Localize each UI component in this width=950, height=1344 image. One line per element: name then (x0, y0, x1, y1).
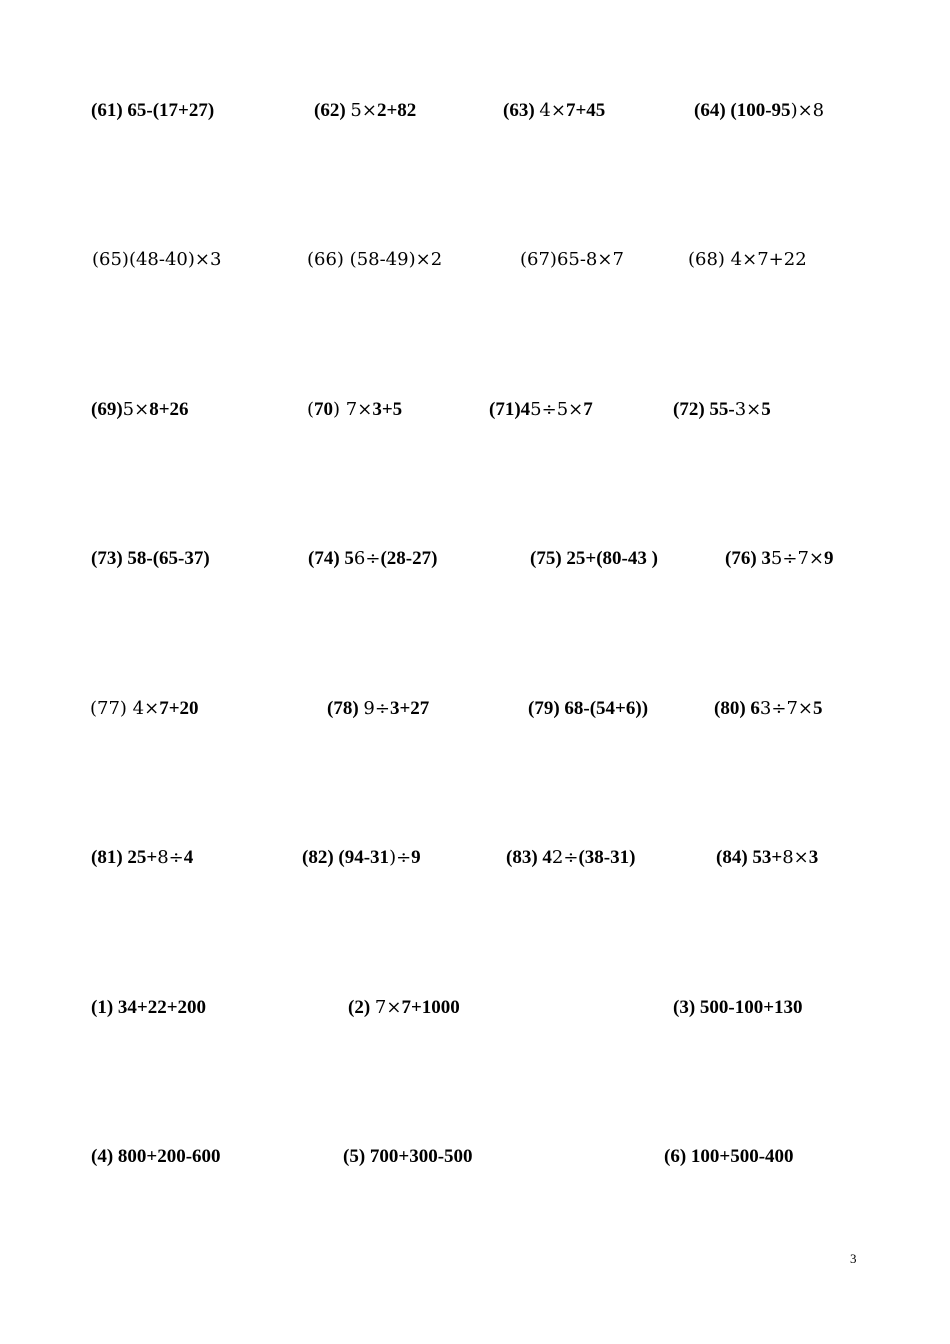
math-problem (308, 547, 437, 571)
math-problem (714, 697, 822, 721)
math-problem (673, 996, 803, 1020)
problem-text: (77) 4× (90, 698, 160, 719)
math-problem (348, 996, 460, 1020)
problem-text: 8+26 (149, 399, 189, 420)
math-problem (530, 547, 658, 571)
problem-text: (3) 500-100+130 (673, 997, 803, 1018)
problem-text: 70 (314, 399, 334, 420)
math-problem (302, 846, 421, 870)
math-problem (91, 996, 206, 1020)
problem-text: (5) 700+300-500 (343, 1146, 473, 1167)
problem-text: (76) 3 (725, 548, 771, 569)
problem-text: (80) 6 (714, 698, 760, 719)
math-problem (664, 1145, 794, 1169)
problem-text: 3 (808, 847, 819, 868)
math-problem (694, 99, 824, 123)
problem-text: 3+5 (372, 399, 403, 420)
problem-text: (84) 53+ (716, 847, 783, 868)
math-problem (92, 248, 221, 272)
math-problem (343, 1145, 473, 1169)
problem-text: 2+82 (376, 100, 417, 121)
math-problem (688, 248, 807, 272)
problem-text: (79) 68-(54+6)) (528, 698, 649, 719)
problem-text: 7+20 (159, 698, 199, 719)
problem-text: 7 (583, 399, 593, 420)
problem-text: )×8 (790, 100, 825, 121)
problem-text: 7+1000 (401, 997, 460, 1018)
problem-text: 5 (761, 399, 771, 420)
problem-text: (81) 25+ (91, 847, 158, 868)
problem-text: )÷ (389, 847, 412, 868)
math-problem (90, 697, 199, 721)
problem-text: (63) (503, 100, 540, 121)
problem-text: 3× (734, 399, 762, 420)
problem-text: (1) 34+22+200 (91, 997, 207, 1018)
problem-text: (67)65-8×7 (520, 249, 624, 270)
problem-text: (82) (94-31 (302, 847, 390, 868)
problem-text: (69) (91, 399, 123, 420)
problem-text: 7+45 (565, 100, 606, 121)
math-problem (91, 846, 193, 870)
problem-text: (65)(48-40)×3 (92, 249, 222, 270)
math-problem (307, 398, 402, 422)
problem-text: 3÷7× (759, 698, 813, 719)
math-problem (314, 99, 416, 123)
math-problem (673, 398, 771, 422)
problem-text: ( (307, 399, 315, 420)
problem-text: 4× (539, 100, 566, 121)
math-problem (506, 846, 635, 870)
math-problem (520, 248, 624, 272)
problem-text: 6÷ (353, 548, 381, 569)
problem-text: (74) 5 (308, 548, 354, 569)
problem-text: 5 (812, 698, 823, 719)
math-problem (725, 547, 833, 571)
problem-text: (28-27) (380, 548, 438, 569)
problem-text: 5× (122, 399, 150, 420)
problem-text: 3+27 (389, 698, 430, 719)
problem-text: 5× (350, 100, 377, 121)
problem-text: (75) 25+(80-43 ) (530, 548, 658, 569)
math-problem (503, 99, 605, 123)
math-problem (327, 697, 429, 721)
problem-text: 9 (411, 847, 421, 868)
problem-text: 5÷5× (530, 399, 584, 420)
problem-text: (66) (58-49)×2 (307, 249, 443, 270)
problem-text: (83) 4 (506, 847, 552, 868)
problem-text: 4 (183, 847, 194, 868)
problem-text: (64) (100-95 (694, 100, 791, 121)
math-problem (91, 547, 210, 571)
problem-text: (61) 65-(17+27) (91, 100, 215, 121)
math-problem (91, 1145, 221, 1169)
problem-text: (4) 800+200-600 (91, 1146, 221, 1167)
math-problem (91, 398, 189, 422)
math-problem (716, 846, 818, 870)
math-problem (489, 398, 593, 422)
problem-text: 7× (374, 997, 402, 1018)
problem-text: (72) 55- (673, 399, 735, 420)
math-problem (307, 248, 442, 272)
problem-text: 9 (823, 548, 834, 569)
problem-text: (73) 58-(65-37) (91, 548, 210, 569)
problem-text: (38-31) (578, 847, 636, 868)
problem-text: (62) (314, 100, 351, 121)
problem-text: (6) 100+500-400 (664, 1146, 794, 1167)
problem-text: ) 7× (333, 399, 373, 420)
math-problem (528, 697, 648, 721)
problem-text: 9÷ (363, 698, 390, 719)
math-problem (91, 99, 214, 123)
problem-text: 8× (782, 847, 809, 868)
problem-text: (2) (348, 997, 375, 1018)
problem-text: (78) (327, 698, 364, 719)
problem-text: 2÷ (551, 847, 579, 868)
problem-text: 8÷ (157, 847, 184, 868)
page-number: 3 (850, 1251, 857, 1266)
problem-text: (68) 4×7+22 (688, 249, 807, 270)
problem-text: (71)4 (489, 399, 531, 420)
problem-text: 5÷7× (770, 548, 824, 569)
